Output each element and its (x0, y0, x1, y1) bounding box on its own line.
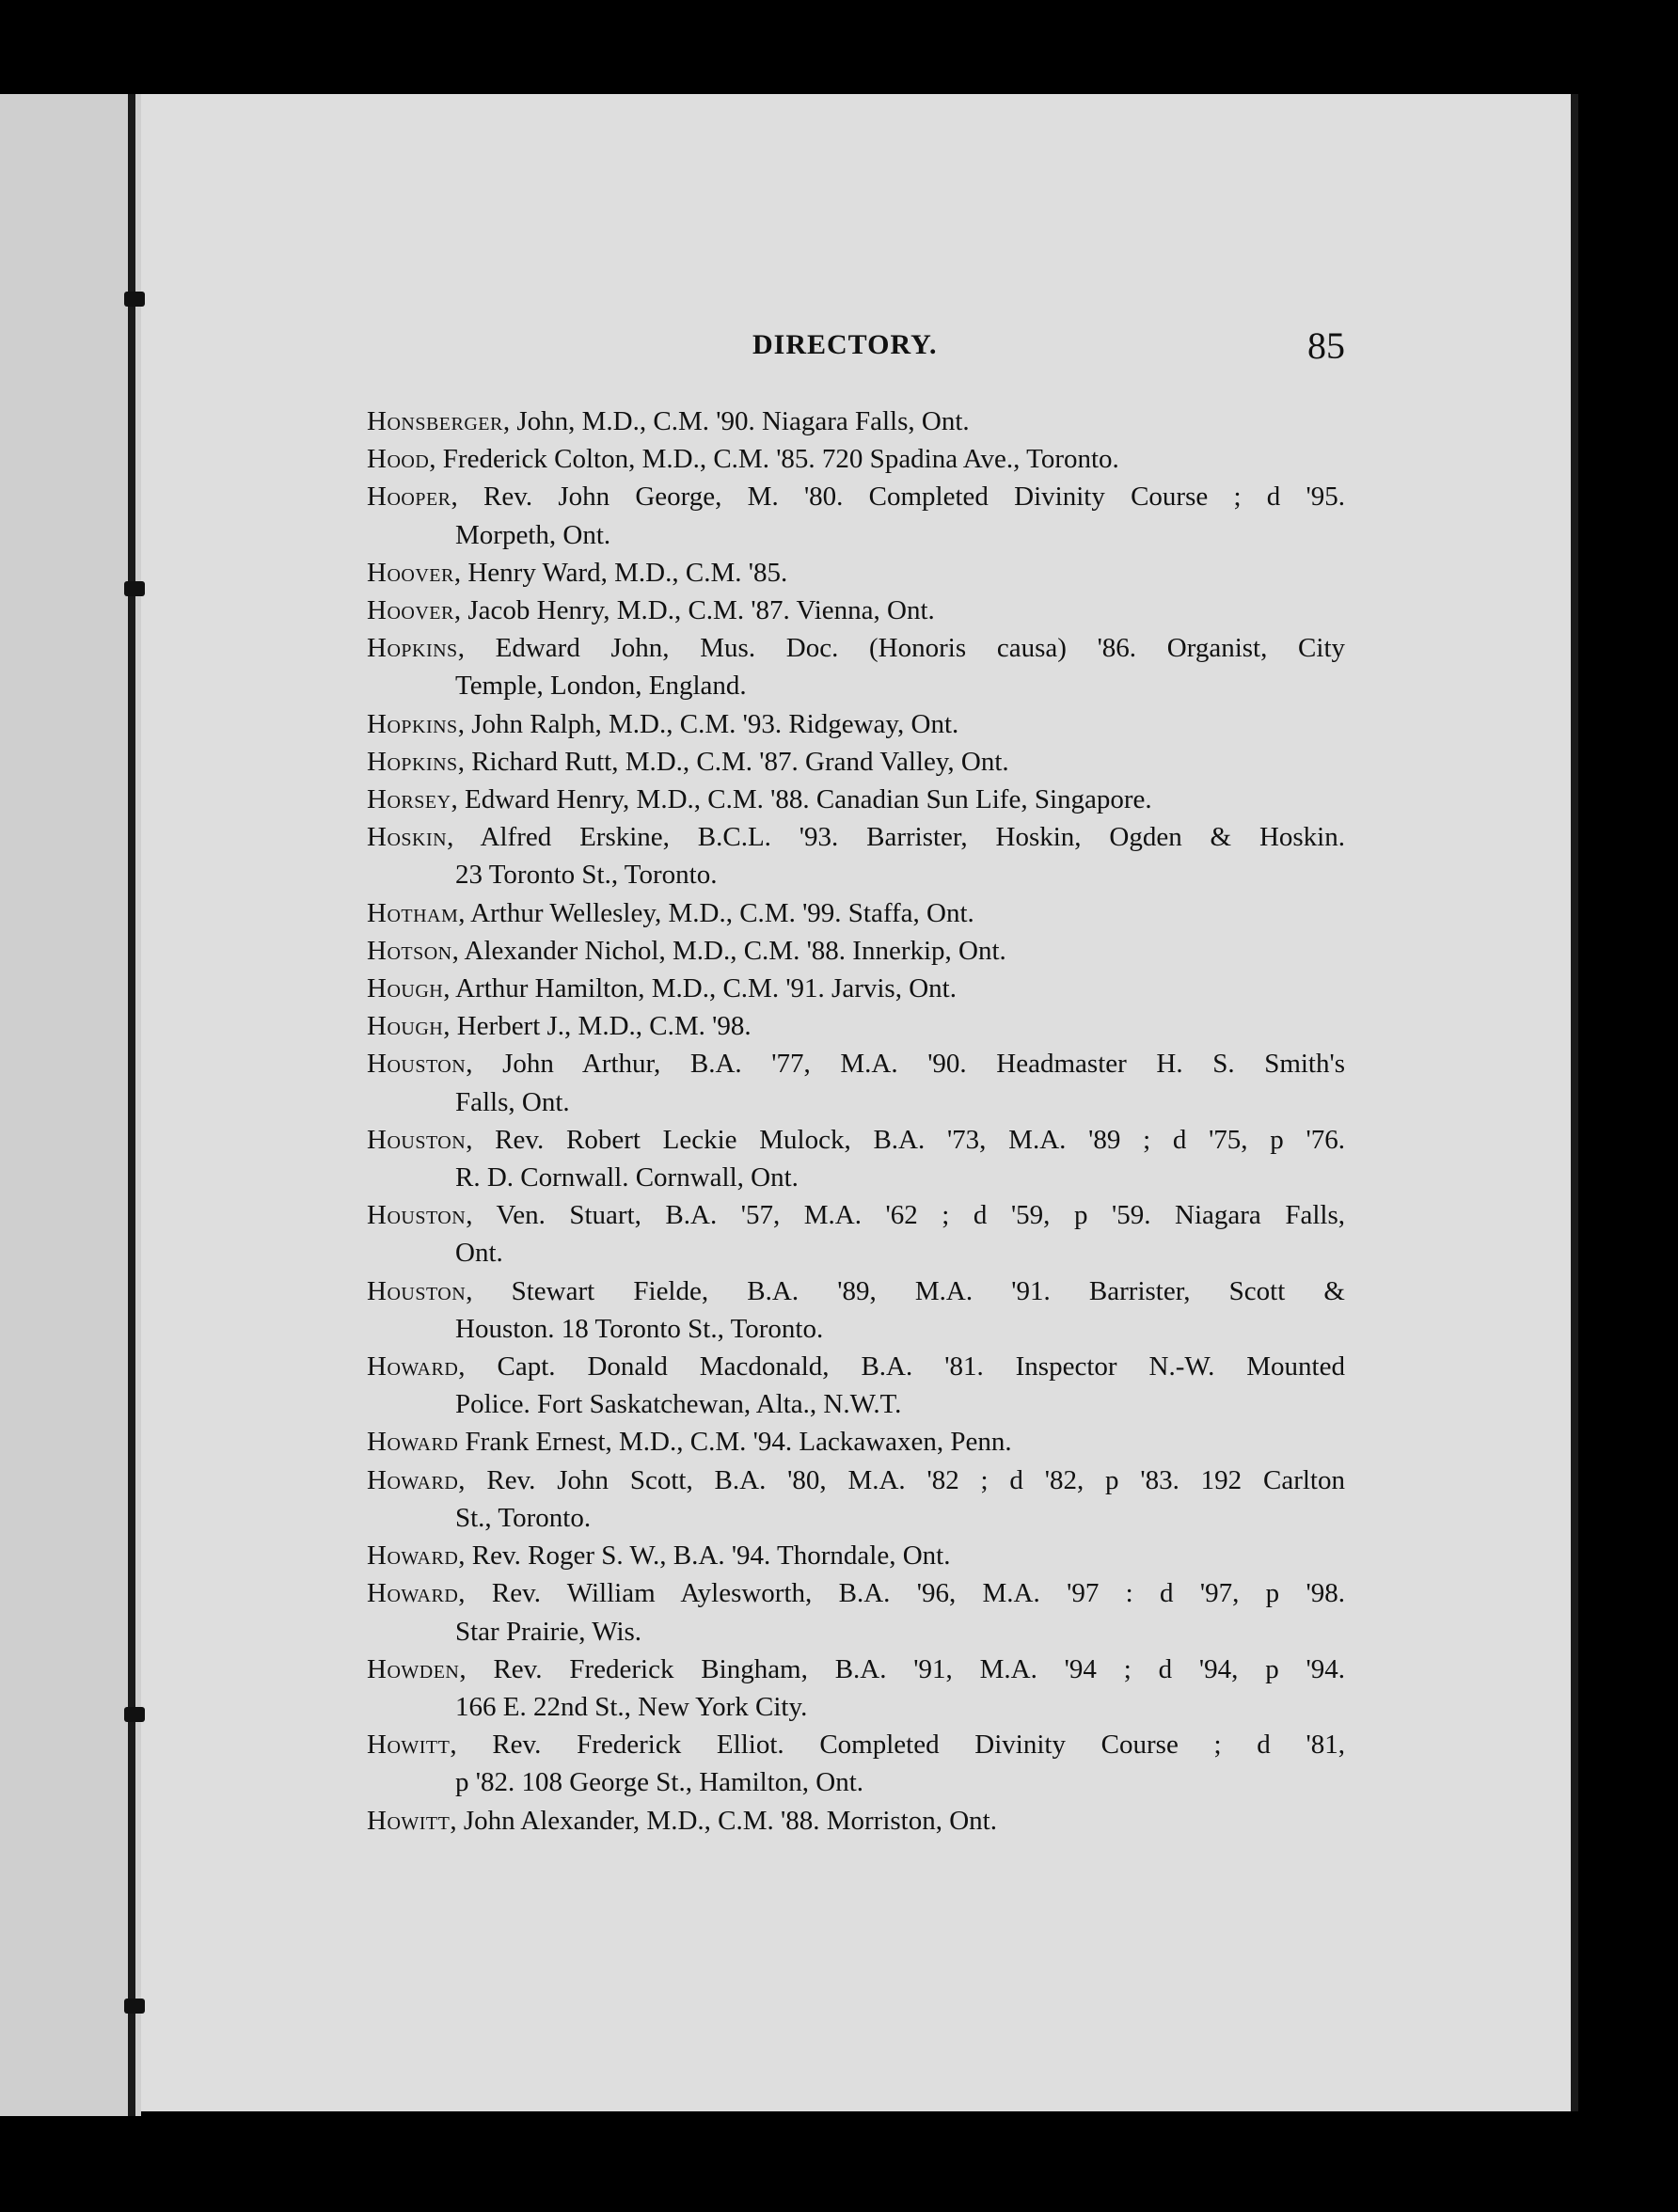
entry-first-line (367, 554, 1345, 592)
entry-first-line (367, 1423, 1345, 1461)
entry-text: , Alfred Erskine, B.C.L. '93. Barrister, Hoskin, Ogden & Hoskin. (447, 822, 1345, 853)
entry-text: , Rev. Robert Leckie Mulock, B.A. '73, M.A. '89 ; d '75, p '76. (466, 1124, 1345, 1155)
entry-text: , Rev. Roger S. W., B.A. '94. Thorndale, Ont. (458, 1540, 951, 1572)
entry-surname: Hoover (367, 595, 454, 626)
entry-surname: Howard (367, 1427, 459, 1458)
entry-text: , Arthur Wellesley, M.D., C.M. '99. Staffa, Ont. (458, 897, 974, 928)
entry-continuation-line (367, 667, 1345, 704)
binding-mark (124, 292, 145, 307)
entry-continuation-line (367, 1688, 1345, 1726)
directory-entry (367, 894, 1345, 932)
entry-text: , Edward Henry, M.D., C.M. '88. Canadian Sun Life, Singapore. (451, 784, 1152, 815)
entry-surname: Hopkins (367, 633, 458, 664)
entry-surname: Houston (367, 1124, 467, 1155)
entry-surname: Hoover (367, 557, 454, 588)
directory-entry (367, 1348, 1345, 1423)
entry-surname: Howden (367, 1653, 460, 1684)
entry-text: , Herbert J., M.D., C.M. '98. (443, 1011, 752, 1042)
entry-text: , Ven. Stuart, B.A. '57, M.A. '62 ; d '59, p '59. Niagara Falls, (466, 1200, 1345, 1231)
entry-surname: Howitt (367, 1730, 451, 1761)
entry-continuation-line (367, 1499, 1345, 1537)
entry-first-line (367, 970, 1345, 1007)
entry-surname: Hough (367, 1011, 444, 1042)
entry-surname: Hooper (367, 482, 451, 513)
entry-first-line (367, 1348, 1345, 1385)
entry-surname: Houston (367, 1275, 467, 1306)
directory-entry (367, 781, 1345, 818)
directory-entry (367, 440, 1345, 478)
entry-first-line (367, 440, 1345, 478)
entry-first-line (367, 818, 1345, 856)
entry-first-line (367, 1726, 1345, 1763)
entry-continuation-line (367, 1763, 1345, 1801)
entry-continuation-line (367, 1613, 1345, 1651)
entry-surname: Howard (367, 1464, 459, 1495)
entry-continuation-line (367, 1159, 1345, 1196)
entry-first-line (367, 592, 1345, 629)
directory-entry (367, 818, 1345, 893)
entry-first-line (367, 781, 1345, 818)
directory-entry (367, 705, 1345, 743)
binding-mark (124, 1707, 145, 1722)
directory-entry (367, 1007, 1345, 1045)
entry-text: Star Prairie, Wis. (455, 1616, 642, 1647)
entry-continuation-line (367, 1385, 1345, 1423)
entry-continuation-line (367, 856, 1345, 893)
directory-entry (367, 1726, 1345, 1801)
entry-continuation-line (367, 1310, 1345, 1348)
entry-surname: Hough (367, 973, 444, 1004)
entry-text: , Jacob Henry, M.D., C.M. '87. Vienna, Ont. (453, 595, 935, 626)
entry-surname: Hood (367, 444, 430, 475)
entry-first-line (367, 1537, 1345, 1574)
entry-text: , Arthur Hamilton, M.D., C.M. '91. Jarvis, Ont. (443, 973, 957, 1004)
entry-text: St., Toronto. (455, 1502, 592, 1533)
entry-text: Morpeth, Ont. (455, 519, 611, 550)
entry-text: Frank Ernest, M.D., C.M. '94. Lackawaxen, Penn. (458, 1427, 1012, 1458)
entry-first-line (367, 894, 1345, 932)
directory-entry (367, 1574, 1345, 1650)
directory-entry (367, 1196, 1345, 1272)
directory-entry (367, 1462, 1345, 1537)
entry-surname: Howard (367, 1351, 459, 1382)
entry-continuation-line (367, 516, 1345, 554)
entry-continuation-line (367, 1234, 1345, 1272)
entry-surname: Hoskin (367, 822, 448, 853)
directory-entry (367, 403, 1345, 440)
directory-entry (367, 1272, 1345, 1348)
entry-surname: Hotham (367, 897, 459, 928)
entry-surname: Hopkins (367, 746, 458, 777)
entry-surname: Howitt (367, 1805, 451, 1836)
directory-entry (367, 1651, 1345, 1726)
directory-entry (367, 554, 1345, 592)
entry-text: R. D. Cornwall. Cornwall, Ont. (455, 1162, 799, 1193)
page-header (367, 324, 1345, 376)
directory-entry (367, 970, 1345, 1007)
entry-surname: Honsberger (367, 406, 503, 436)
directory-entry (367, 478, 1345, 553)
entry-text: , Rev. William Aylesworth, B.A. '96, M.A. '97 : d '97, p '98. (458, 1578, 1345, 1609)
running-title: DIRECTORY. (752, 329, 938, 360)
directory-entry (367, 743, 1345, 781)
entry-text: Ont. (455, 1238, 503, 1269)
entry-surname: Houston (367, 1049, 467, 1080)
entry-surname: Howard (367, 1540, 459, 1572)
entry-text: , Edward John, Mus. Doc. (Honoris causa) '86. Organist, City (457, 633, 1345, 664)
entry-text: , Capt. Donald Macdonald, B.A. '81. Inspector N.-W. Mounted (458, 1351, 1345, 1382)
entry-text: , Alexander Nichol, M.D., C.M. '88. Innerkip, Ont. (451, 935, 1006, 966)
entry-text: p '82. 108 George St., Hamilton, Ont. (455, 1767, 864, 1798)
entry-first-line (367, 932, 1345, 970)
entry-text: , John Arthur, B.A. '77, M.A. '90. Headmaster H. S. Smith's (466, 1049, 1345, 1080)
entry-text: 23 Toronto St., Toronto. (455, 860, 718, 891)
entry-text: , John, M.D., C.M. '90. Niagara Falls, Ont. (502, 406, 970, 436)
entry-first-line (367, 478, 1345, 515)
entry-text: , Frederick Colton, M.D., C.M. '85. 720 Spadina Ave., Toronto. (429, 444, 1119, 475)
entry-text: 166 E. 22nd St., New York City. (455, 1691, 808, 1722)
directory-entry (367, 592, 1345, 629)
directory-entries (367, 403, 1345, 1840)
binding-mark (124, 581, 145, 596)
directory-entry (367, 1537, 1345, 1574)
directory-entry (367, 932, 1345, 970)
entry-text: Falls, Ont. (455, 1086, 570, 1117)
entry-first-line (367, 1651, 1345, 1688)
binding-mark (124, 1999, 145, 2014)
entry-text: , Rev. John Scott, B.A. '80, M.A. '82 ; d '82, p '83. 192 Carlton (458, 1464, 1345, 1495)
entry-first-line (367, 1272, 1345, 1310)
entry-first-line (367, 705, 1345, 743)
entry-surname: Hotson (367, 935, 452, 966)
entry-first-line (367, 1462, 1345, 1499)
entry-text: Temple, London, England. (455, 671, 747, 702)
entry-continuation-line (367, 1083, 1345, 1121)
book-gutter-edge (128, 94, 135, 2116)
entry-first-line (367, 1574, 1345, 1612)
directory-entry (367, 629, 1345, 704)
entry-first-line (367, 1045, 1345, 1082)
directory-entry (367, 1121, 1345, 1196)
entry-surname: Hopkins (367, 708, 458, 739)
entry-text: , Henry Ward, M.D., C.M. '85. (453, 557, 788, 588)
directory-entry (367, 1423, 1345, 1461)
directory-entry (367, 1802, 1345, 1840)
entry-surname: Houston (367, 1200, 467, 1231)
entry-text: Houston. 18 Toronto St., Toronto. (455, 1313, 824, 1344)
entry-first-line (367, 743, 1345, 781)
page-number: 85 (1307, 324, 1345, 367)
entry-text: , Richard Rutt, M.D., C.M. '87. Grand Valley, Ont. (457, 746, 1009, 777)
entry-text: , Rev. Frederick Elliot. Completed Divinity Course ; d '81, (450, 1730, 1345, 1761)
entry-text: Police. Fort Saskatchewan, Alta., N.W.T. (455, 1389, 902, 1420)
entry-first-line (367, 1121, 1345, 1159)
entry-first-line (367, 1007, 1345, 1045)
entry-text: , Rev. John George, M. '80. Completed Divinity Course ; d '95. (451, 482, 1345, 513)
entry-surname: Howard (367, 1578, 459, 1609)
entry-surname: Horsey (367, 784, 451, 815)
entry-first-line (367, 629, 1345, 667)
entry-text: , Stewart Fielde, B.A. '89, M.A. '91. Barrister, Scott & (466, 1275, 1345, 1306)
entry-first-line (367, 1802, 1345, 1840)
facing-page-margin (0, 94, 141, 2116)
entry-first-line (367, 1196, 1345, 1234)
entry-first-line (367, 403, 1345, 440)
entry-text: , John Alexander, M.D., C.M. '88. Morriston, Ont. (450, 1805, 997, 1836)
entry-text: , Rev. Frederick Bingham, B.A. '91, M.A. '94 ; d '94, p '94. (459, 1653, 1345, 1684)
entry-text: , John Ralph, M.D., C.M. '93. Ridgeway, Ont. (457, 708, 959, 739)
directory-entry (367, 1045, 1345, 1120)
